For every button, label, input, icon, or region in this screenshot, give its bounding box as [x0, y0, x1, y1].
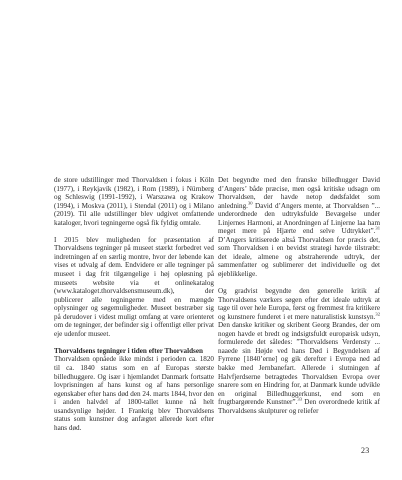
- footnote-ref-32: 32: [375, 311, 380, 317]
- paragraph-david-dangers: [218, 176, 380, 279]
- right-text-column: [218, 176, 380, 424]
- paragraph-brandes: [218, 287, 380, 415]
- text-segment: Det begyndte med den franske billedhugger David d’Angers’ både præcise, men også kritiske udsagn om Thorvaldsen, der havde netop dødsfaldet som anledning.: [218, 176, 380, 210]
- text-segment: Den overordnede kritik af Thorvaldsens skulpturer og reliefer: [218, 398, 380, 415]
- left-text-column: [54, 176, 214, 441]
- section-heading: Thorvaldsens tegninger i tiden efter Thorvaldsen: [54, 346, 203, 355]
- footnote-ref-31: 31: [375, 225, 380, 231]
- paragraph-status: Thorvaldsen opnåede ikke mindst i perioden ca. 1820 til ca. 1840 status som en af Europas største billedhuggere. Og især i hjemlandet Danmark fortsatte lovprisningen af hans kunst og af hans personlige egenskaber efter hans død den 24. marts 1844, hvor den i anden halvdel af 1800-tallet kunne nå helt usandsynlige højder. I Frankrig blev Thorvaldsens status som kunstner dog anfægtet allerede kort efter hans død.: [54, 355, 214, 432]
- footnote-ref-30: 30: [247, 200, 253, 206]
- footnote-ref-33: 33: [297, 396, 302, 402]
- page-number: 23: [361, 446, 370, 455]
- text-segment: Og gradvist begyndte den generelle kritik af Thorvaldsens værkers søgen efter det ideale udtryk at tage til over hele Europa, først og fremmest fra kritikere og kunstnere funderet i et mere naturalistisk kunstsyn.: [218, 287, 380, 321]
- paragraph-exhibitions: de store udstillinger med Thorvaldsen i fokus i Köln (1977), i Reykjavík (1982), i Rom (1989), i Nürnberg og Schleswig (1991-1992), i Warszawa og Krakow (1994), i Moskva (2011), i Stendal (2011) og i Milano (2019). Til alle udstillinger blev udgivet omfattende kataloger, hvori tegningerne også fik fyldig omtale.: [54, 176, 214, 227]
- text-segment: Den danske kritiker og skribent Georg Brandes, der om nogen havde et bredt og indsigtsfuldt europæisk udsyn, formulerede det således: ”Thorvaldsens Verdensty ... naaede sin Højde ved hans Død i Begyndelsen af Fyrrene [1840’erne] og gik derefter i Evropa ned ad bakke med Jernbanefart. Allerede i slutningen af Halvfjerdserne betragtedes Thorvaldsen Evropa over snarere som en Hindring for, at Danmark kunde udvikle en original Billedhuggerkunst, end som en frugtbargørende Kunstner”.: [218, 321, 380, 407]
- text-segment: David d’Angers mente, at Thorvaldsen ”... underordnede den udtryksfulde Bevægelse under Linjernes Harmoni, at Anordningen af Linjerne laa ham meget mere på Hjærte end selve Udtrykket”.: [218, 201, 380, 236]
- text-segment: D’Angers kritiserede altså Thorvaldsen for præcis det, som Thorvaldsen i en bevidst strategi havde tilstræbt: det ideale, almene og abstraherende udtryk, der sammenfatter og sublimerer det individuelle og det øjeblikkelige.: [218, 235, 380, 279]
- paragraph-online-catalogue: I 2015 blev muligheden for præsentation af Thorvaldsens tegninger på museet stærkt forbedret ved indretningen af en særlig montre, hvor der løbende kan vises et udvalg af dem. Endvidere er alle tegninger på museet i dag frit tilgængelige i høj opløsning på museets website via et onlinekatalog (www.kataloget.thorvaldsensmuseum.dk), der publicerer alle tegningerne med en mængde oplysninger og søgemuligheder. Museet bestræber sig på derudover i videst muligt omfang at være orienteret om de tegninger, der befinder sig i offentligt eller privat eje udenfor museet.: [54, 235, 214, 338]
